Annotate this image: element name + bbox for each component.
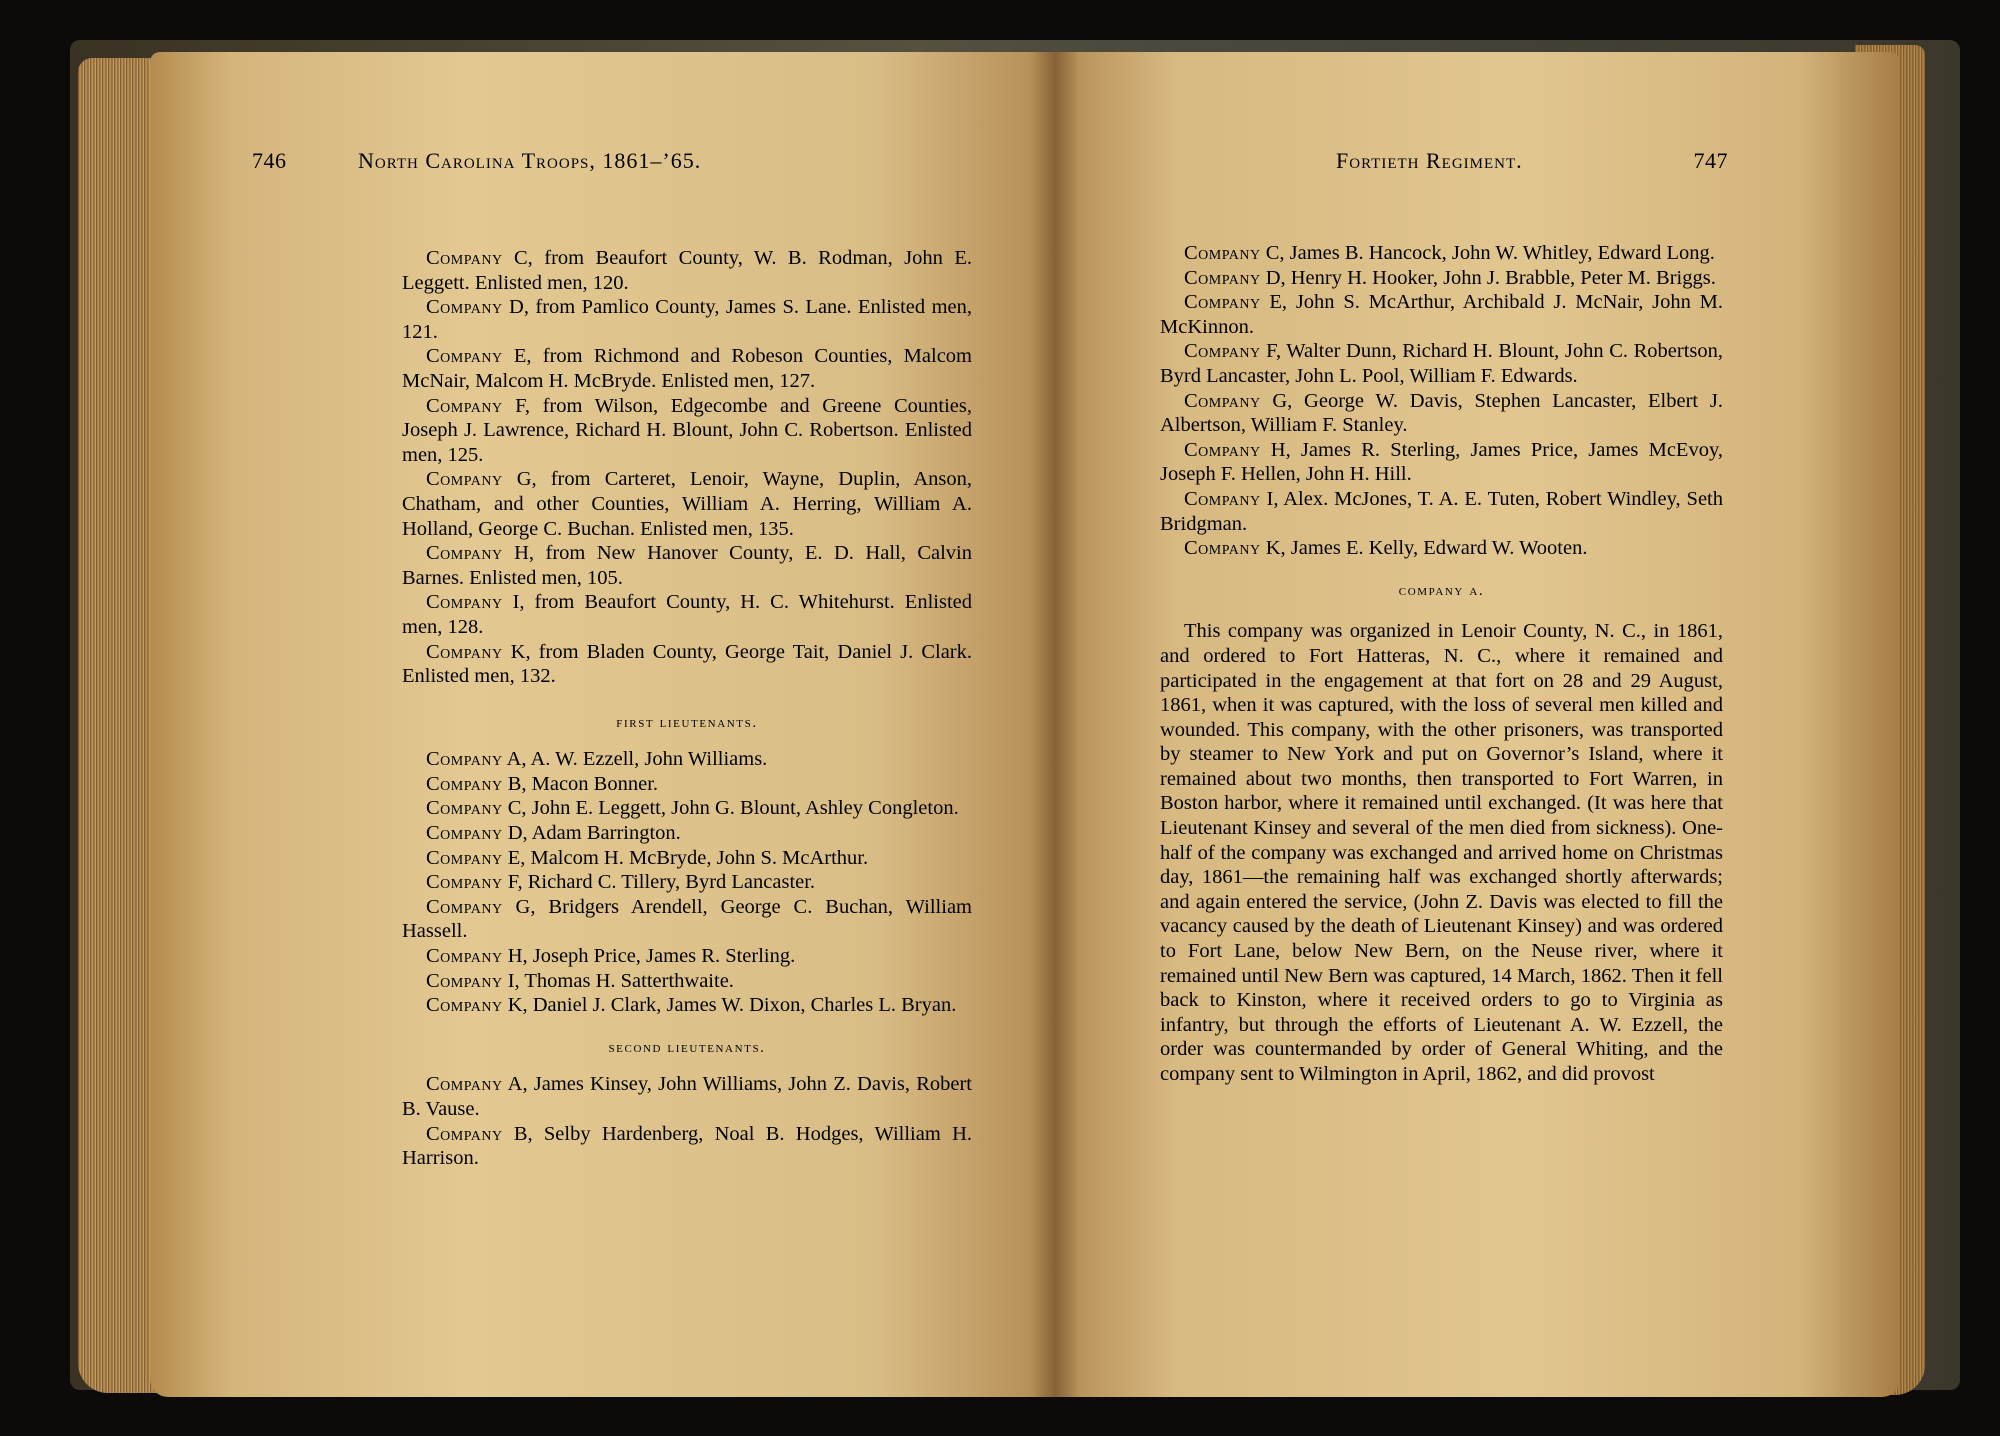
list-item: Company G, from Carteret, Lenoir, Wayne, Duplin, Anson, Chatham, and other Counties, William A. Herring, William A. Holland, George C. Buchan. Enlisted men, 135.	[402, 468, 972, 540]
list-item: Company F, Walter Dunn, Richard H. Blount, John C. Robertson, Byrd Lancaster, John L. Pool, William F. Edwards.	[1160, 340, 1723, 387]
list-item: Company I, Thomas H. Satterthwaite.	[426, 969, 734, 992]
list-item: Company B, Selby Hardenberg, Noal B. Hodges, William H. Harrison.	[402, 1122, 972, 1170]
list-item: Company H, James R. Sterling, James Price, James McEvoy, Joseph F. Hellen, John H. Hill.	[1160, 438, 1723, 486]
right-running-title: Fortieth Regiment.	[1336, 148, 1523, 173]
list-item: Company A, A. W. Ezzell, John Williams.	[426, 748, 768, 771]
captains-list	[402, 246, 972, 689]
officers-list	[1160, 241, 1723, 561]
left-page-number: 746	[252, 148, 287, 173]
left-page-text	[402, 246, 972, 1171]
right-page-text	[1160, 241, 1723, 1087]
company-a-heading: company a.	[1398, 582, 1485, 599]
list-item: Company G, Bridgers Arendell, George C. Buchan, William Hassell.	[402, 895, 972, 943]
list-item: Company D, from Pamlico County, James S. Lane. Enlisted men, 121.	[402, 296, 972, 343]
list-item: Company E, John S. McArthur, Archibald J. McNair, John M. McKinnon.	[1160, 291, 1723, 338]
list-item: Company K, Daniel J. Clark, James W. Dixon, Charles L. Bryan.	[426, 994, 957, 1017]
list-item: Company A, James Kinsey, John Williams, John Z. Davis, Robert B. Vause.	[402, 1073, 972, 1120]
list-item: Company D, Adam Barrington.	[426, 822, 681, 845]
left-page-header	[252, 148, 972, 182]
list-item: Company H, from New Hanover County, E. D. Hall, Calvin Barnes. Enlisted men, 105.	[402, 542, 972, 589]
list-item: Company I, from Beaufort County, H. C. Whitehurst. Enlisted men, 128.	[402, 591, 972, 638]
list-item: Company F, from Wilson, Edgecombe and Greene Counties, Joseph J. Lawrence, Richard H. Blount, John C. Robertson. Enlisted men, 125.	[402, 394, 972, 466]
list-item: Company K, James E. Kelly, Edward W. Wooten.	[1184, 537, 1588, 560]
first-lieutenants-list	[402, 747, 972, 1018]
company-a-history-paragraph: This company was organized in Lenoir County, N. C., in 1861, and ordered to Fort Hatteras, N. C., where it remained and participated in the engagement at that fort on 28 and 29 August, 1861, when it was captured, with the loss of several men killed and wounded. This company, with the other prisoners, was transported by steamer to New York and put on Governor’s Island, where it remained about two months, then transported to Fort Warren, in Boston harbor, where it remained until exchanged. (It was here that Lieutenant Kinsey and several of the men died from sickness). One-half of the company was exchanged and arrived home on Christmas day, 1861—the remaining half was exchanged shortly afterwards; and again entered the service, (John Z. Davis was elected to fill the vacancy caused by the death of Lieutenant Kinsey) and was ordered to Fort Lane, below New Bern, on the Neuse river, where it remained until New Bern was captured, 14 March, 1862. Then it fell back to Kinston, where it received orders to go to Virginia as infantry, but through the efforts of Lieutenant A. W. Ezzell, the order was countermanded by order of General Whiting, and the company sent to Wilmington in April, 1862, and did provost	[1160, 620, 1723, 1085]
right-page-number: 747	[1693, 148, 1728, 173]
list-item: Company E, Malcom H. McBryde, John S. McArthur.	[426, 846, 869, 869]
list-item: Company B, Macon Bonner.	[426, 772, 659, 795]
list-item: Company K, from Bladen County, George Tait, Daniel J. Clark. Enlisted men, 132.	[402, 640, 972, 688]
list-item: Company D, Henry H. Hooker, John J. Brabble, Peter M. Briggs.	[1184, 266, 1716, 289]
list-item: Company F, Richard C. Tillery, Byrd Lancaster.	[426, 871, 816, 894]
left-running-title: North Carolina Troops, 1861–’65.	[358, 148, 702, 173]
list-item: Company H, Joseph Price, James R. Sterling.	[426, 945, 796, 968]
list-item: Company I, Alex. McJones, T. A. E. Tuten, Robert Windley, Seth Bridgman.	[1160, 487, 1723, 535]
list-item: Company C, John E. Leggett, John G. Blount, Ashley Congleton.	[426, 797, 959, 820]
list-item: Company C, James B. Hancock, John W. Whitley, Edward Long.	[1184, 242, 1715, 264]
list-item: Company E, from Richmond and Robeson Counties, Malcom McNair, Malcom H. McBryde. Enlisted men, 127.	[402, 345, 972, 392]
book-gutter	[1030, 52, 1080, 1397]
first-lieutenants-heading: first lieutenants.	[616, 714, 758, 731]
second-lieutenants-heading: second lieutenants.	[608, 1039, 766, 1056]
second-lieutenants-list	[402, 1072, 972, 1170]
right-page-header	[1336, 148, 1728, 182]
list-item: Company C, from Beaufort County, W. B. Rodman, John E. Leggett. Enlisted men, 120.	[402, 247, 972, 294]
list-item: Company G, George W. Davis, Stephen Lancaster, Elbert J. Albertson, William F. Stanley.	[1160, 389, 1723, 437]
